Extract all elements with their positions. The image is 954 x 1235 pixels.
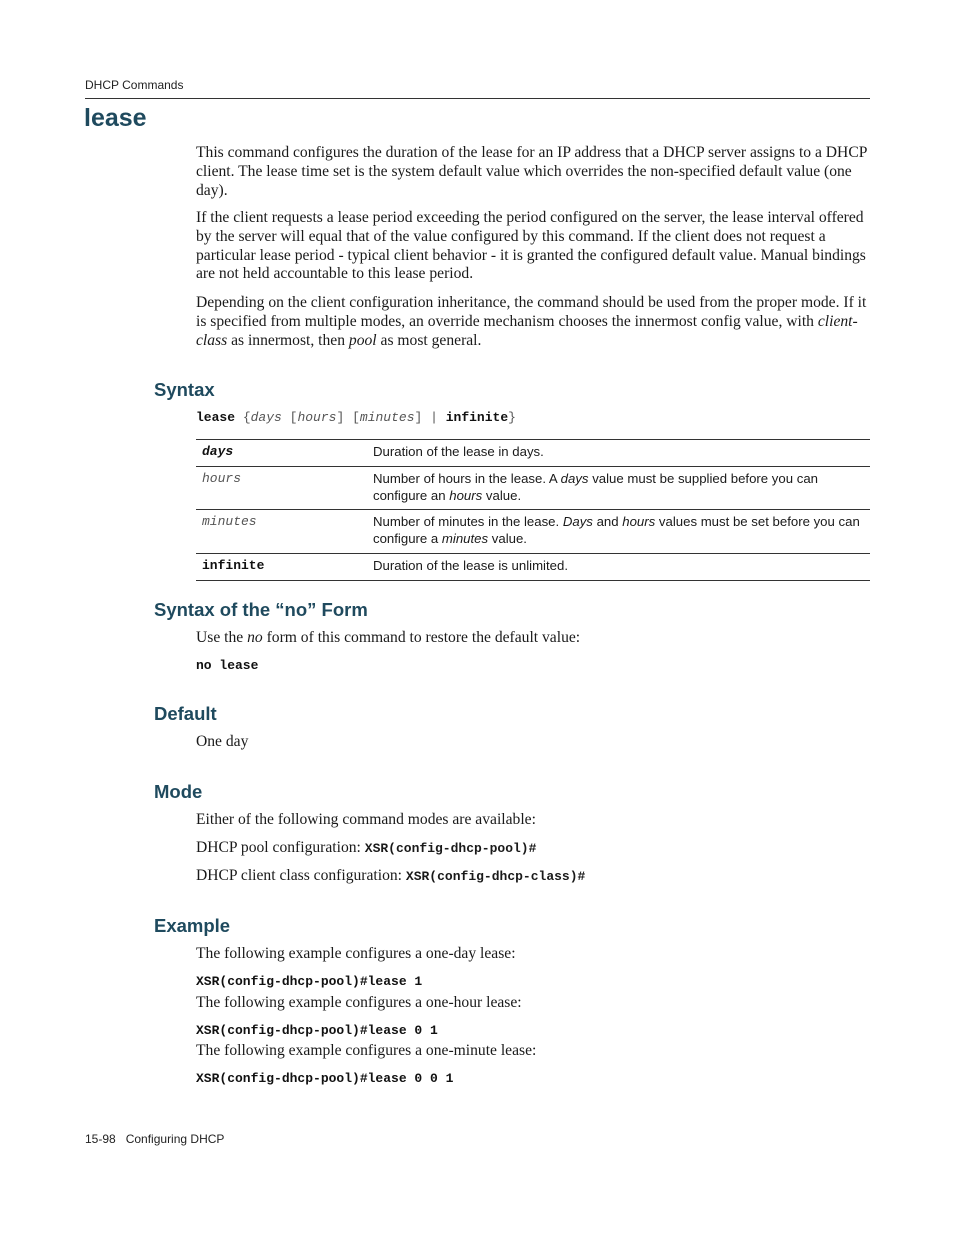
- param-description: Duration of the lease is unlimited.: [364, 553, 870, 580]
- intro-paragraph-2: If the client requests a lease period exceeding the period configured on the server, the lease interval offered by the server will equal that of the value configured by this command. If the client does not request a particular lease period - typical client behavior - it is granted the configured default value. Manual bindings are not held accountable to this lease period.: [196, 209, 866, 283]
- param-description: Number of hours in the lease. A days value must be supplied before you can configure an hours value.: [364, 466, 870, 510]
- default-heading: Default: [154, 703, 217, 724]
- param-name: days: [196, 440, 364, 467]
- example-text-2: The following example configures a one-hour lease:: [196, 994, 522, 1011]
- param-name: infinite: [196, 553, 364, 580]
- table-row: [196, 553, 870, 580]
- header-rule: [85, 98, 870, 99]
- syntax-usage: lease {days [hours] [minutes] | infinite}: [196, 410, 516, 425]
- intro-paragraph-3: Depending on the client configuration inheritance, the command should be used from the proper mode. If it is specified from multiple modes, an override mechanism chooses the innermost config value, with client-class as innermost, then pool as most general.: [196, 294, 867, 349]
- example-code-1: XSR(config-dhcp-pool)#lease 1: [196, 974, 423, 989]
- syntax-heading: Syntax: [154, 379, 215, 400]
- param-name: minutes: [196, 510, 364, 554]
- table-row: [196, 440, 870, 467]
- mode-class: DHCP client class configuration: XSR(config-dhcp-class)#: [196, 867, 586, 884]
- example-code-2: XSR(config-dhcp-pool)#lease 0 1: [196, 1023, 438, 1038]
- intro-paragraph-1: This command configures the duration of the lease for an IP address that a DHCP server assigns to a DHCP client. The lease time set is the system default value which overrides the non-specified default value (one day).: [196, 144, 867, 199]
- param-description: Number of minutes in the lease. Days and hours values must be set before you can configure a minutes value.: [364, 510, 870, 554]
- page-number: 15-98: [85, 1132, 116, 1146]
- mode-heading: Mode: [154, 781, 203, 802]
- example-text-3: The following example configures a one-minute lease:: [196, 1042, 537, 1059]
- parameters-table: [196, 439, 870, 581]
- example-text-1: The following example configures a one-day lease:: [196, 945, 516, 962]
- default-text: One day: [196, 733, 249, 750]
- table-row: [196, 510, 870, 554]
- example-heading: Example: [154, 915, 231, 936]
- no-form-code: no lease: [196, 658, 259, 673]
- page-footer: [85, 1132, 224, 1146]
- example-code-3: XSR(config-dhcp-pool)#lease 0 0 1: [196, 1071, 454, 1086]
- mode-pool: DHCP pool configuration: XSR(config-dhcp-pool)#: [196, 839, 537, 856]
- no-form-text: Use the no form of this command to restore the default value:: [196, 629, 581, 646]
- page-title: lease: [84, 104, 147, 132]
- no-form-heading: Syntax of the “no” Form: [154, 599, 368, 620]
- table-row: [196, 466, 870, 510]
- running-header: DHCP Commands: [85, 78, 184, 92]
- mode-text: Either of the following command modes are available:: [196, 811, 536, 828]
- chapter-title: Configuring DHCP: [125, 1132, 225, 1146]
- param-name: hours: [196, 466, 364, 510]
- param-description: Duration of the lease in days.: [364, 440, 870, 467]
